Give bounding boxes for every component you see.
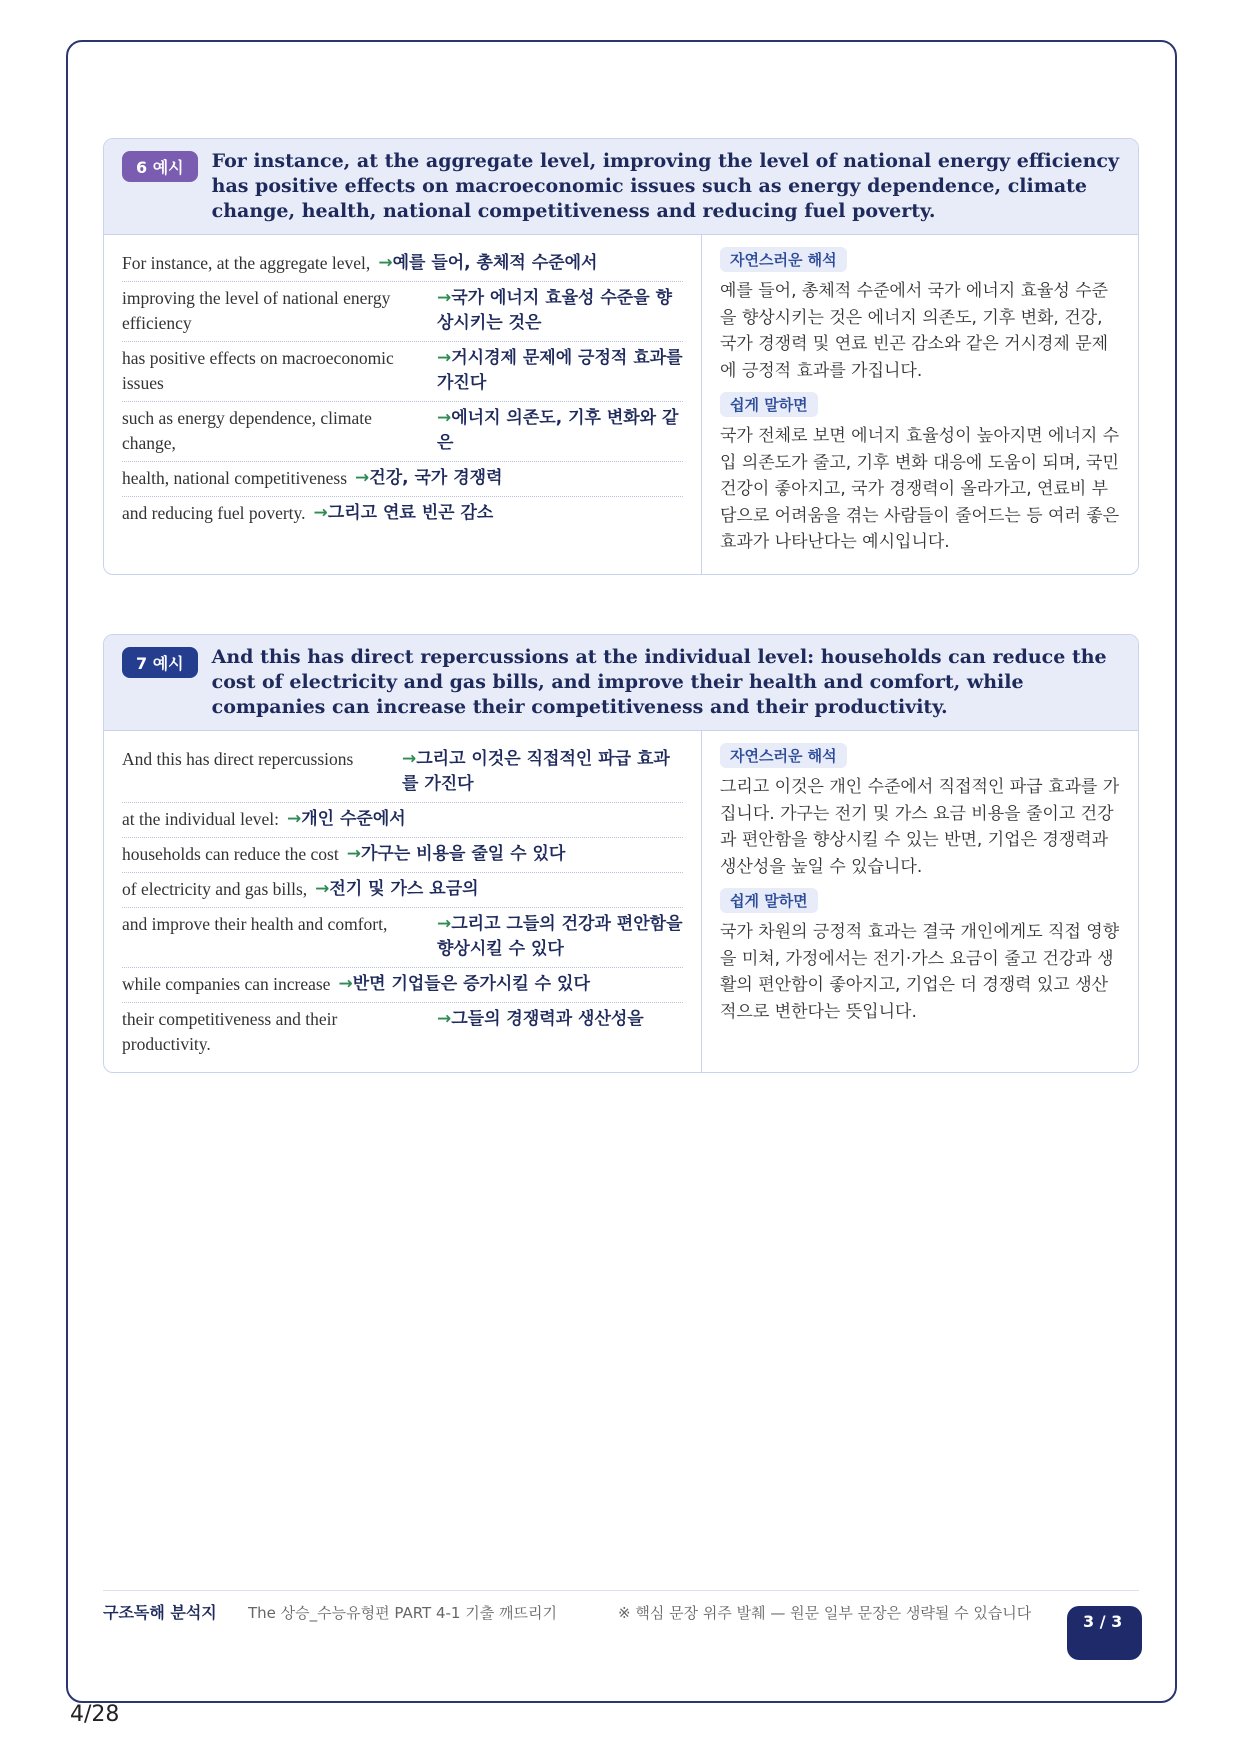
chunk-list xyxy=(104,731,702,1072)
chunk-row xyxy=(122,908,683,968)
natural-translation-label: 자연스러운 해석 xyxy=(720,247,847,272)
sentence-card-7 xyxy=(103,634,1139,1073)
easy-explanation-label: 쉽게 말하면 xyxy=(720,888,818,913)
footer-book-title: The 상승_수능유형편 PART 4-1 기출 깨뜨리기 xyxy=(248,1604,557,1622)
chunk-korean: →전기 및 가스 요금의 xyxy=(315,879,479,899)
easy-explanation-text: 국가 차원의 긍정적 효과는 결국 개인에게도 직접 영향을 미쳐, 가정에서는 전기·가스 요금이 줄고 건강과 생활의 편안함이 좋아지고, 기업은 더 경쟁력 있고 생산적으로 변한다는 뜻입니다. xyxy=(720,922,1120,1022)
arrow-icon: → xyxy=(437,914,452,934)
chunk-row xyxy=(122,282,683,342)
sentence-badge: 6 예시 xyxy=(122,151,198,182)
chunk-row xyxy=(122,342,683,402)
footer-note: ※ 핵심 문장 위주 발췌 — 원문 일부 문장은 생략될 수 있습니다 xyxy=(618,1604,1032,1622)
chunk-row xyxy=(122,402,683,462)
arrow-icon: → xyxy=(402,749,417,769)
sentence-badge: 7 예시 xyxy=(122,647,198,678)
chunk-row xyxy=(122,803,683,838)
arrow-icon: → xyxy=(437,1009,452,1029)
arrow-icon: → xyxy=(313,503,328,523)
chunk-korean: →가구는 비용을 줄일 수 있다 xyxy=(346,844,566,864)
arrow-icon: → xyxy=(315,879,330,899)
chunk-row xyxy=(122,247,683,282)
arrow-icon: → xyxy=(338,974,353,994)
easy-explanation-label: 쉽게 말하면 xyxy=(720,392,818,417)
natural-translation-text: 예를 들어, 총체적 수준에서 국가 에너지 효율성 수준을 향상시키는 것은 에너지 의존도, 기후 변화, 건강, 국가 경쟁력 및 연료 빈곤 감소와 같은 거시경제 문제에 긍정적 효과를 가집니다. xyxy=(720,281,1109,381)
chunk-row xyxy=(122,968,683,1003)
footer-divider xyxy=(103,1590,1139,1591)
chunk-english: households can reduce the cost xyxy=(122,844,339,864)
chunk-row xyxy=(122,873,683,908)
chunk-english: and reducing fuel poverty. xyxy=(122,503,306,523)
page-indicator: 3 / 3 xyxy=(1067,1606,1142,1660)
chunk-english: and improve their health and comfort, xyxy=(122,914,388,934)
arrow-icon: → xyxy=(437,288,452,308)
chunk-korean: →반면 기업들은 증가시킬 수 있다 xyxy=(338,974,590,994)
easy-explanation-text: 국가 전체로 보면 에너지 효율성이 높아지면 에너지 수입 의존도가 줄고, 기후 변화 대응에 도움이 되며, 국민 건강이 좋아지고, 국가 경쟁력이 올라가고, 연료비 부담으로 어려움을 겪는 사람들이 줄어드는 등 여러 좋은 효과가 나타난다는 예시입니다. xyxy=(720,426,1120,552)
arrow-icon: → xyxy=(437,348,452,368)
chunk-row xyxy=(122,743,683,803)
translation-panel xyxy=(702,235,1138,574)
sentence-card-6 xyxy=(103,138,1139,575)
card-header xyxy=(104,635,1138,731)
translation-panel xyxy=(702,731,1138,1072)
chunk-english: For instance, at the aggregate level, xyxy=(122,253,371,273)
chunk-korean: →개인 수준에서 xyxy=(286,809,406,829)
chunk-korean: →거시경제 문제에 긍정적 효과를 가진다 xyxy=(437,348,683,393)
english-sentence: And this has direct repercussions at the individual level: households can reduce the cost of electricity and gas bills, and improve their health and comfort, while companies can increase their competitiveness and their productivity. xyxy=(211,646,1107,718)
chunk-english: while companies can increase xyxy=(122,974,331,994)
arrow-icon: → xyxy=(355,468,370,488)
english-sentence: For instance, at the aggregate level, improving the level of national energy efficiency has positive effects on macroeconomic issues such as energy dependence, climate change, health, national competitiveness and reducing fuel poverty. xyxy=(211,150,1119,222)
chunk-row xyxy=(122,1003,683,1062)
natural-translation-text: 그리고 이것은 개인 수준에서 직접적인 파급 효과를 가집니다. 가구는 전기 및 가스 요금 비용을 줄이고 건강과 편안함을 향상시킬 수 있는 반면, 기업은 경쟁력과 생산성을 높일 수 있습니다. xyxy=(720,777,1120,877)
chunk-korean: →예를 들어, 총체적 수준에서 xyxy=(378,253,598,273)
arrow-icon: → xyxy=(286,809,302,829)
chunk-row xyxy=(122,462,683,497)
chunk-korean: →국가 에너지 효율성 수준을 향상시키는 것은 xyxy=(437,288,672,333)
chunk-list xyxy=(104,235,702,574)
arrow-icon: → xyxy=(378,253,393,273)
chunk-korean: →그들의 경쟁력과 생산성을 xyxy=(437,1009,644,1029)
chunk-korean: →건강, 국가 경쟁력 xyxy=(355,468,503,488)
chunk-korean: →에너지 의존도, 기후 변화와 같은 xyxy=(437,408,679,453)
chunk-english: has positive effects on macroeconomic issues xyxy=(122,348,394,393)
arrow-icon: → xyxy=(437,408,452,428)
chunk-row xyxy=(122,497,683,531)
chunk-english: at the individual level: xyxy=(122,809,279,829)
chunk-korean: →그리고 이것은 직접적인 파급 효과를 가진다 xyxy=(402,749,670,794)
chunk-english: health, national competitiveness xyxy=(122,468,348,488)
document-page-number: 4/28 xyxy=(70,1702,120,1727)
chunk-korean: →그리고 그들의 건강과 편안함을 향상시킬 수 있다 xyxy=(437,914,683,959)
chunk-english: their competitiveness and their productivity. xyxy=(122,1009,338,1054)
chunk-korean: →그리고 연료 빈곤 감소 xyxy=(313,503,494,523)
natural-translation-label: 자연스러운 해석 xyxy=(720,743,847,768)
chunk-row xyxy=(122,838,683,873)
arrow-icon: → xyxy=(346,844,361,864)
chunk-english: such as energy dependence, climate change, xyxy=(122,408,372,453)
chunk-english: improving the level of national energy efficiency xyxy=(122,288,391,333)
chunk-english: of electricity and gas bills, xyxy=(122,879,308,899)
footer-title: 구조독해 분석지 xyxy=(103,1603,217,1622)
chunk-english: And this has direct repercussions xyxy=(122,749,354,769)
card-header xyxy=(104,139,1138,235)
